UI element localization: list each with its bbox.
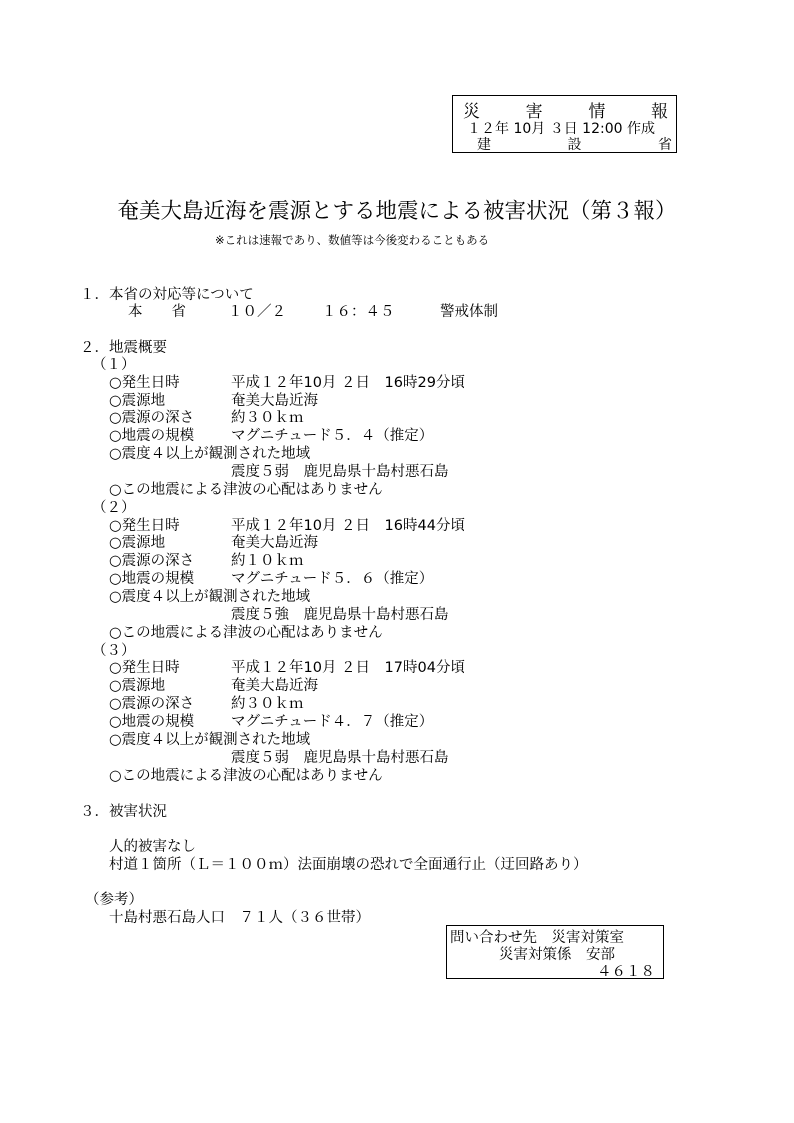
- contact-line: 問い合わせ先 災害対策室: [450, 930, 624, 946]
- header-date: １２年 10月 ３日 12:00 作成: [467, 121, 655, 137]
- header-box: [452, 95, 677, 153]
- quake-magnitude-value: マグニチュード４．７（推定）: [231, 714, 434, 730]
- reference-population: 十島村悪石島人口 ７１人（３６世帯）: [109, 910, 370, 926]
- quake-observed-label: ○震度４以上が観測された地域: [109, 446, 311, 462]
- header-char: 建: [477, 137, 491, 153]
- disclaimer-note: ※これは速報であり、数値等は今後変わることもある: [215, 233, 490, 247]
- quake-epicenter-label: ○震源地: [109, 678, 166, 694]
- quake-tsunami-note: ○この地震による津波の心配はありません: [109, 625, 383, 641]
- quake-time-label: ○発生日時: [109, 660, 180, 676]
- quake-epicenter-value: 奄美大島近海: [231, 393, 318, 409]
- header-char: 害: [525, 102, 543, 122]
- quake-observed-value: 震度５強 鹿児島県十島村悪石島: [231, 607, 449, 623]
- section1-time: １６：４５: [322, 304, 395, 320]
- quake-number: （２）: [92, 500, 136, 516]
- quake-time-label: ○発生日時: [109, 375, 180, 391]
- header-char: 情: [588, 102, 606, 122]
- quake-time-label: ○発生日時: [109, 518, 180, 534]
- quake-observed-label: ○震度４以上が観測された地域: [109, 732, 311, 748]
- quake-depth-label: ○震源の深さ: [109, 410, 195, 426]
- quake-epicenter-label: ○震源地: [109, 535, 166, 551]
- quake-time-value: 平成１２年10月 ２日 16時44分頃: [231, 518, 465, 534]
- section1-heading: １．本省の対応等について: [80, 287, 254, 303]
- quake-depth-value: 約３０ｋｍ: [231, 410, 304, 426]
- quake-observed-value: 震度５弱 鹿児島県十島村悪石島: [231, 750, 449, 766]
- quake-magnitude-label: ○地震の規模: [109, 714, 195, 730]
- section1-date: １０／２: [228, 304, 286, 320]
- quake-epicenter-value: 奄美大島近海: [231, 535, 318, 551]
- header-char: 報: [650, 102, 668, 122]
- quake-number: （１）: [92, 357, 136, 373]
- header-ministry: [477, 134, 672, 154]
- quake-magnitude-label: ○地震の規模: [109, 428, 195, 444]
- contact-box: [446, 925, 664, 979]
- quake-magnitude-label: ○地震の規模: [109, 571, 195, 587]
- reference-heading: （参考）: [85, 892, 143, 908]
- quake-magnitude-value: マグニチュード５．６（推定）: [231, 571, 434, 587]
- contact-extension: ４６１８: [597, 964, 655, 980]
- quake-depth-value: 約３０ｋｍ: [231, 696, 304, 712]
- quake-depth-label: ○震源の深さ: [109, 553, 195, 569]
- header-char: 設: [567, 137, 582, 153]
- contact-person: 災害対策係 安部: [499, 947, 615, 963]
- quake-number: （３）: [92, 643, 136, 659]
- quake-depth-value: 約１０ｋｍ: [231, 553, 304, 569]
- damage-casualties: 人的被害なし: [109, 839, 196, 855]
- section3-heading: ３．被害状況: [80, 804, 167, 820]
- quake-depth-label: ○震源の深さ: [109, 696, 195, 712]
- quake-tsunami-note: ○この地震による津波の心配はありません: [109, 768, 383, 784]
- quake-magnitude-value: マグニチュード５．４（推定）: [231, 428, 434, 444]
- header-char: 災: [463, 102, 480, 122]
- section1-status: 警戒体制: [440, 304, 498, 320]
- quake-time-value: 平成１２年10月 ２日 16時29分頃: [231, 375, 465, 391]
- quake-time-value: 平成１２年10月 ２日 17時04分頃: [231, 660, 465, 676]
- quake-observed-value: 震度５弱 鹿児島県十島村悪石島: [231, 464, 449, 480]
- quake-tsunami-note: ○この地震による津波の心配はありません: [109, 482, 383, 498]
- header-char: 省: [658, 137, 672, 153]
- section1-org: 本 省: [128, 304, 186, 320]
- document-title: 奄美大島近海を震源とする地震による被害状況（第３報）: [117, 199, 677, 224]
- damage-road: 村道１箇所（Ｌ＝１００ｍ）法面崩壊の恐れで全面通行止（迂回路あり）: [109, 857, 588, 873]
- quake-observed-label: ○震度４以上が観測された地域: [109, 589, 311, 605]
- section2-heading: ２．地震概要: [80, 340, 167, 356]
- quake-epicenter-value: 奄美大島近海: [231, 678, 318, 694]
- quake-epicenter-label: ○震源地: [109, 393, 166, 409]
